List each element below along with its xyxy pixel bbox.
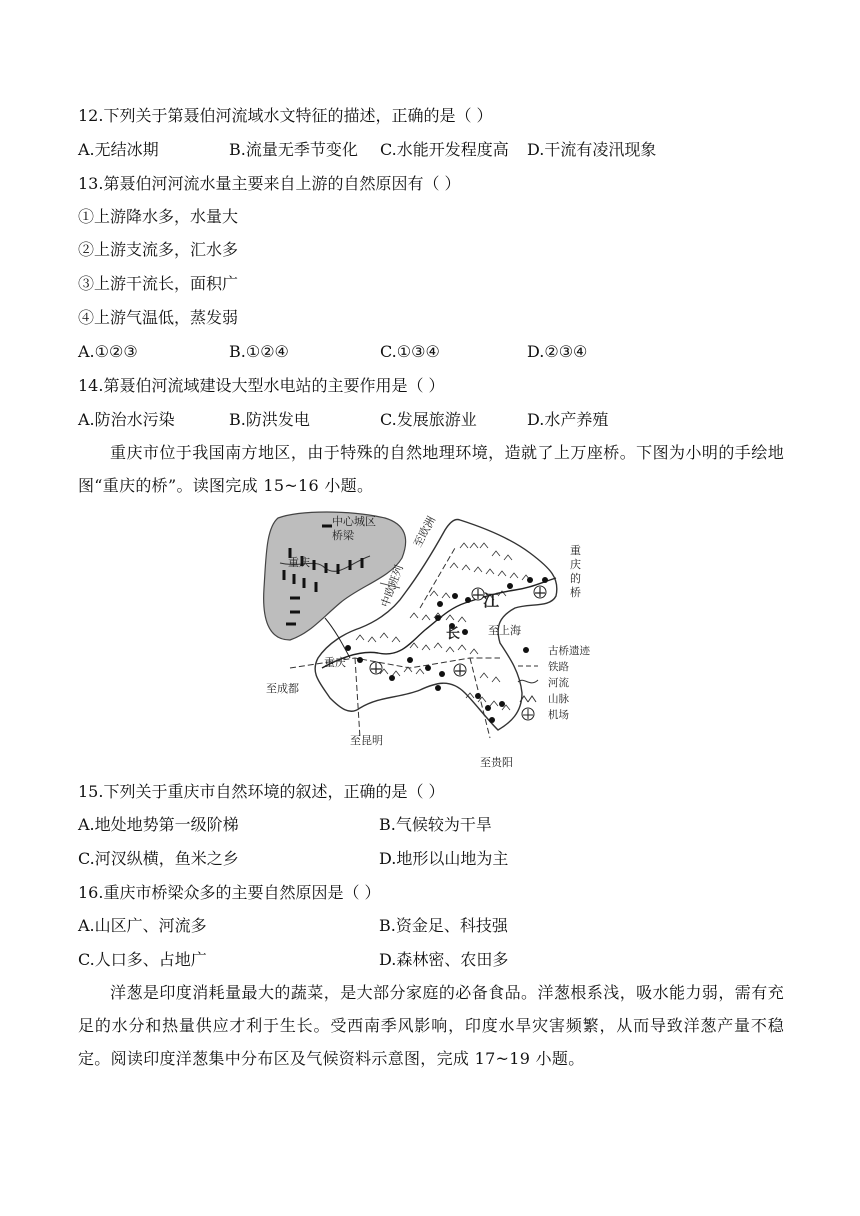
- label-to-kunming: 至昆明: [350, 734, 383, 747]
- inset-title-1: 中心城区: [332, 515, 376, 528]
- q13-option-c: C.①③④: [380, 342, 440, 361]
- legend-river-label: 河流: [548, 677, 569, 689]
- legend-bridge-icon: [523, 647, 529, 653]
- q16-option-d: D.森林密、农田多: [379, 950, 509, 969]
- label-river-char-1: 江: [483, 591, 500, 610]
- q14-option-a: A.防治水污染: [78, 410, 175, 429]
- passage-chongqing: 重庆市位于我国南方地区，由于特殊的自然地理环境，造就了上万座桥。下图为小明的手绘地图“重庆的桥”。读图完成 15~16 小题。: [78, 443, 784, 495]
- q13-option-a: A.①②③: [78, 342, 138, 361]
- side-title-4: 桥: [570, 586, 581, 599]
- map-legend: [518, 644, 590, 721]
- q12-option-b: B.流量无季节变化: [229, 140, 358, 159]
- q13-option-b: B.①②④: [229, 342, 289, 361]
- q13-option-d: D.②③④: [527, 342, 588, 361]
- q14-option-d: D.水产养殖: [527, 410, 609, 429]
- q12-option-c: C.水能开发程度高: [380, 140, 509, 159]
- q16-option-a: A.山区广、河流多: [78, 916, 207, 935]
- question-16-stem: 16.重庆市桥梁众多的主要自然原因是（ ）: [78, 883, 381, 902]
- q15-option-c: C.河汊纵横，鱼米之乡: [78, 849, 239, 868]
- question-13-stem: 13.第聂伯河河流水量主要来自上游的自然原因有（ ）: [78, 174, 461, 193]
- label-railway-name: 中欧班列: [378, 563, 406, 610]
- legend-river-icon: [518, 680, 538, 683]
- q13-item-1: ①上游降水多，水量大: [78, 207, 239, 226]
- q15-option-a: A.地处地势第一级阶梯: [78, 815, 239, 834]
- label-to-shanghai: 至上海: [488, 624, 521, 637]
- label-to-europe: 至欧洲: [411, 514, 439, 550]
- legend-railway-label: 铁路: [548, 661, 569, 673]
- q15-option-b: B.气候较为干旱: [379, 815, 492, 834]
- label-river-char-2: 长: [446, 626, 460, 642]
- inset-city-label: 重庆: [288, 556, 310, 569]
- label-city: 重庆: [324, 656, 346, 669]
- side-title-2: 庆: [570, 558, 581, 571]
- q13-item-4: ④上游气温低，蒸发弱: [78, 308, 239, 327]
- side-title-1: 重: [570, 544, 581, 557]
- q14-option-b: B.防洪发电: [229, 410, 310, 429]
- q13-item-3: ③上游干流长，面积广: [78, 274, 239, 293]
- passage-india-onion: 洋葱是印度消耗量最大的蔬菜，是大部分家庭的必备食品。洋葱根系浅，吸水能力弱，需有充足的水分和热量供应才利于生长。受西南季风影响，印度水旱灾害频繁，从而导致洋葱产量不稳定。阅读印度洋葱集中分布区及气候资料示意图，完成 17~19 小题。: [78, 983, 784, 1068]
- legend-mountain-label: 山脉: [548, 693, 569, 705]
- q13-item-2: ②上游支流多，汇水多: [78, 240, 239, 259]
- q16-option-b: B.资金足、科技强: [379, 916, 508, 935]
- q16-option-c: C.人口多、占地广: [78, 950, 207, 969]
- question-12-stem: 12.下列关于第聂伯河流域水文特征的描述，正确的是（ ）: [78, 106, 493, 125]
- question-15-stem: 15.下列关于重庆市自然环境的叙述，正确的是（ ）: [78, 782, 445, 801]
- side-title-3: 的: [570, 572, 581, 585]
- question-14-stem: 14.第聂伯河流域建设大型水电站的主要作用是（ ）: [78, 376, 445, 395]
- q14-option-c: C.发展旅游业: [380, 410, 477, 429]
- q15-option-d: D.地形以山地为主: [379, 849, 509, 868]
- q12-option-d: D.干流有凌汛现象: [527, 140, 657, 159]
- legend-airport-label: 机场: [548, 709, 569, 721]
- legend-bridge-label: 古桥遗迹: [548, 645, 590, 657]
- label-to-guiyang: 至贵阳: [480, 756, 513, 769]
- inset-title-2: 桥梁: [332, 529, 354, 542]
- chongqing-bridges-map: [260, 508, 610, 772]
- label-to-chengdu: 至成都: [266, 682, 299, 695]
- q12-option-a: A.无结冰期: [78, 140, 159, 159]
